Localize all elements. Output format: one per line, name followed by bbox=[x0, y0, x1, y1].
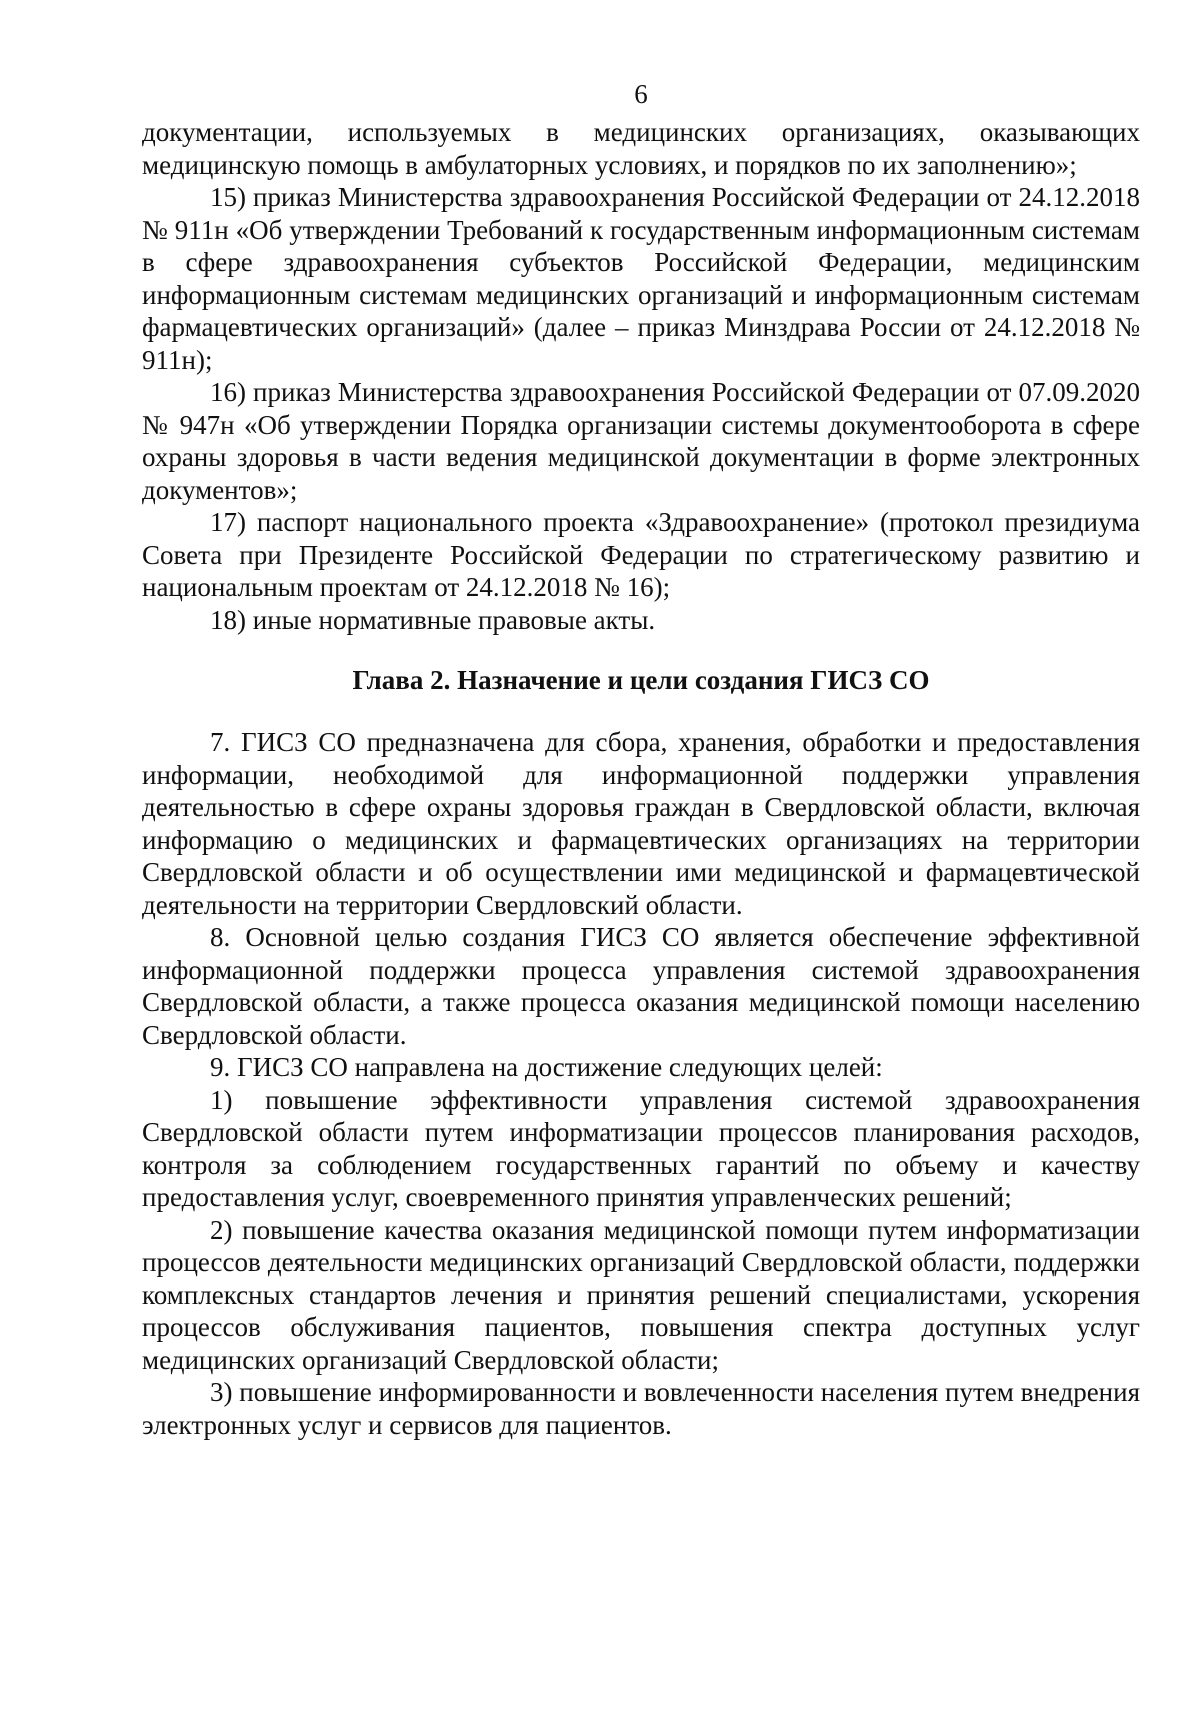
list-item-16: 16) приказ Министерства здравоохранения Российской Федерации от 07.09.2020 № 947н «Об утверждении Порядка организации системы документооборота в сфере охраны здоровья в части ведения медицинской документации в форме электронных документов»; bbox=[142, 377, 1140, 505]
chapter-2-body bbox=[142, 726, 1140, 1441]
list-item-18: 18) иные нормативные правовые акты. bbox=[210, 604, 656, 635]
clause-9: 9. ГИСЗ СО направлена на достижение следующих целей: bbox=[210, 1052, 883, 1082]
clause-8: 8. Основной целью создания ГИСЗ СО является обеспечение эффективной информационной поддержки процесса управления системой здравоохранения Свердловской области, а также процесса оказания медицинской помощи населению Свердловской области. bbox=[142, 922, 1140, 1050]
list-continuation bbox=[142, 116, 1140, 636]
document-page bbox=[142, 78, 1140, 1441]
clause-7: 7. ГИСЗ СО предназначена для сбора, хранения, обработки и предоставления информации, необходимой для информационной поддержки управления деятельностью в сфере охраны здоровья граждан в Свердловской области, включая информацию о медицинских и фармацевтических организациях на территории Свердловской области и об осуществлении ими медицинской и фармацевтической деятельности на территории Свердловский области. bbox=[142, 727, 1140, 920]
page-number: 6 bbox=[634, 79, 648, 109]
list-item-15: 15) приказ Министерства здравоохранения Российской Федерации от 24.12.2018 № 911н «Об утверждении Требований к государственным информационным системам в сфере здравоохранения субъектов Российской Федерации, медицинским информационным системам медицинских организаций и информационным системам фармацевтических организаций» (далее – приказ Минздрава России от 24.12.2018 № 911н); bbox=[142, 182, 1140, 375]
goal-item-3: 3) повышение информированности и вовлеченности населения путем внедрения электронных услуг и сервисов для пациентов. bbox=[142, 1377, 1140, 1440]
chapter-heading: Глава 2. Назначение и цели создания ГИСЗ СО bbox=[352, 665, 930, 695]
list-item-17: 17) паспорт национального проекта «Здравоохранение» (протокол президиума Совета при Президенте Российской Федерации по стратегическому развитию и национальным проектам от 24.12.2018 № 16); bbox=[142, 507, 1140, 602]
paragraph-continuation: документации, используемых в медицинских организациях, оказывающих медицинскую помощь в амбулаторных условиях, и порядков по их заполнению»; bbox=[142, 117, 1140, 180]
goal-item-2: 2) повышение качества оказания медицинской помощи путем информатизации процессов деятельности медицинских организаций Свердловской области, поддержки комплексных стандартов лечения и принятия решений специалистами, ускорения процессов обслуживания пациентов, повышения спектра доступных услуг медицинских организаций Свердловской области; bbox=[142, 1214, 1140, 1375]
goal-item-1: 1) повышение эффективности управления системой здравоохранения Свердловской области путем информатизации процессов планирования расходов, контроля за соблюдением государственных гарантий по объему и качеству предоставления услуг, своевременного принятия управленческих решений; bbox=[142, 1084, 1140, 1212]
